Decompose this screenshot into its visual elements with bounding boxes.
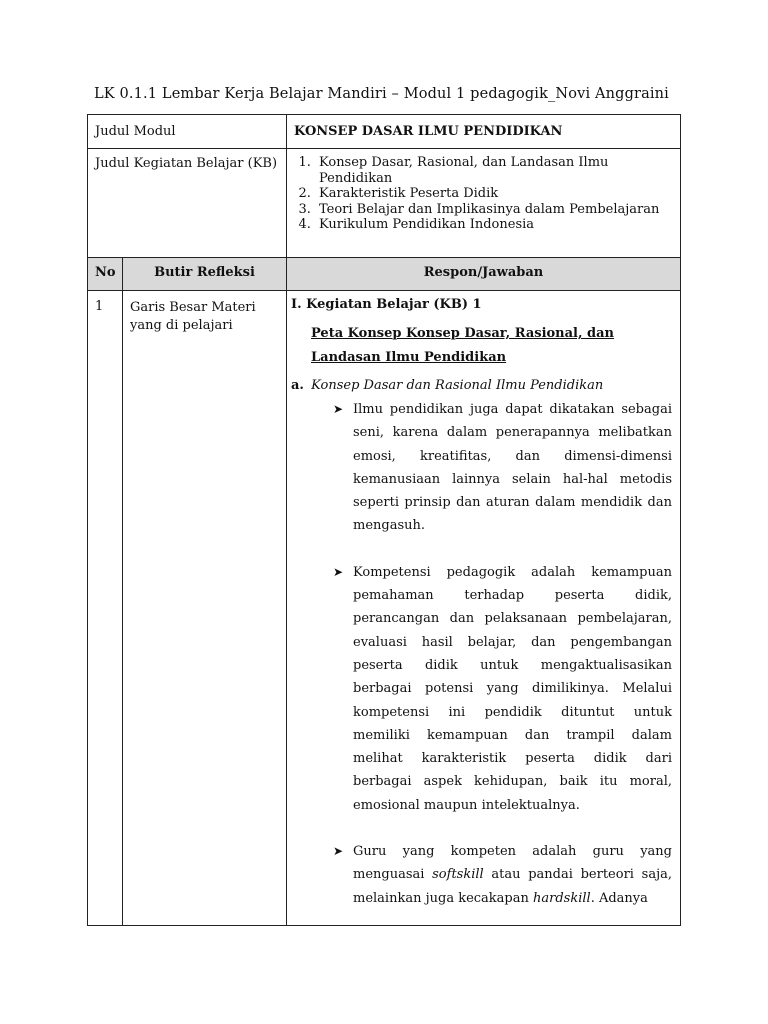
concept-map-title: Peta Konsep Konsep Dasar, Rasional, dan Landasan Ilmu Pendidikan xyxy=(311,326,615,365)
list-item: 3. Teori Belajar dan Implikasinya dalam Pembelajaran xyxy=(315,202,674,218)
learning-activity-label: Judul Kegiatan Belajar (KB) xyxy=(95,156,278,171)
module-title-row xyxy=(88,115,681,149)
arrowhead-bullet-icon: ➤ xyxy=(333,402,344,416)
arrowhead-bullet-icon: ➤ xyxy=(333,844,344,859)
learning-activity-list xyxy=(287,155,674,233)
list-item xyxy=(333,561,672,817)
response-content xyxy=(287,291,680,910)
bullet-text: Ilmu pendidikan juga dapat dikatakan sebagai seni, karena dalam penerapannya melibatkan emosi, kreatifitas, dan dimensi-dimensi kemanusiaan lainnya selain hal-hal metodis seperti prinsip dan aturan dalam mendidik dan mengasuh. xyxy=(353,402,672,534)
worksheet-table xyxy=(87,114,681,926)
bullet-text: Kompetensi pedagogik adalah kemampuan pemahaman terhadap peserta didik, perancangan dan pelaksanaan pembelajaran, evaluasi hasil belajar, dan pengembangan peserta didik untuk mengaktualisasikan berbagai potensi yang dimilikinya. Melalui kompetensi ini pendidik dituntut untuk memiliki kemampuan dan trampil dalam melihat karakteristik peserta didik dari berbagai aspek kehidupan, baik itu moral, emosional maupun intelektualnya. xyxy=(353,564,672,813)
document-title: LK 0.1.1 Lembar Kerja Belajar Mandiri – Modul 1 pedagogik_Novi Anggraini xyxy=(94,86,669,102)
arrowhead-bullet-icon: ➤ xyxy=(333,564,344,579)
column-header-respon: Respon/Jawaban xyxy=(423,265,544,280)
row-reflection-item: Garis Besar Materi yang di pelajari xyxy=(130,300,256,333)
column-header-no: No xyxy=(95,265,116,280)
list-item: 4. Kurikulum Pendidikan Indonesia xyxy=(315,217,674,233)
module-title-value: KONSEP DASAR ILMU PENDIDIKAN xyxy=(294,124,563,139)
subsection-a-label: a. xyxy=(291,378,304,393)
list-item xyxy=(333,840,672,910)
bullet-text: Guru yang kompeten adalah guru yang menguasai softskill atau pandai berteori saja, melainkan juga kecakapan hardskill. Adanya xyxy=(353,844,672,906)
row-number: 1 xyxy=(95,299,104,314)
list-item: 2. Karakteristik Peserta Didik xyxy=(315,186,674,202)
header-row xyxy=(88,258,681,291)
subsection-a xyxy=(291,376,672,396)
section-heading: I. Kegiatan Belajar (KB) 1 xyxy=(291,297,482,312)
learning-activity-row xyxy=(88,149,681,258)
table-row xyxy=(88,291,681,926)
subsection-a-title: Konsep Dasar dan Rasional Ilmu Pendidikan xyxy=(311,378,604,393)
list-item: 1. Konsep Dasar, Rasional, dan Landasan Ilmu Pendidikan xyxy=(315,155,674,186)
module-title-label: Judul Modul xyxy=(95,124,176,139)
list-item xyxy=(333,398,672,538)
column-header-butir: Butir Refleksi xyxy=(154,265,255,280)
